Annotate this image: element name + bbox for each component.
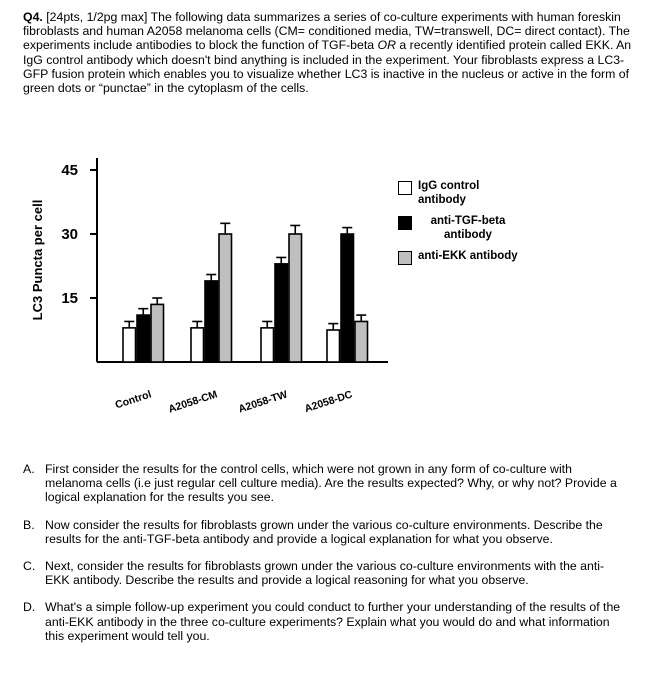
legend-swatch-tgf	[398, 216, 412, 230]
bar	[137, 315, 150, 362]
question-item-d	[23, 600, 623, 643]
bar	[261, 328, 274, 362]
x-tick-label: Control	[113, 388, 153, 412]
legend-swatch-ekk	[398, 251, 412, 265]
intro-emphasis: OR	[377, 38, 396, 53]
y-tick-label: 45	[61, 162, 78, 179]
bar	[275, 264, 288, 362]
bar	[191, 328, 204, 362]
chart-legend	[398, 180, 578, 273]
x-tick-label: A2058-CM	[166, 388, 219, 416]
bar	[205, 281, 218, 362]
question-item-a	[23, 462, 623, 505]
bar-chart	[0, 150, 400, 420]
bar	[327, 330, 340, 362]
bar	[151, 304, 164, 362]
bar	[341, 234, 354, 362]
question-text: First consider the results for the control cells, which were not grown in any form of co-culture with melanoma cells (i.e just regular cell culture media). Are the results expected? Why, or why not? Provide a logical explanation for the results you see.	[45, 462, 617, 505]
question-letter: D.	[23, 600, 36, 615]
legend-label-ekk: anti-EKK antibody	[418, 250, 518, 262]
bar	[123, 328, 136, 362]
legend-label-igg: IgG control antibody	[418, 180, 480, 206]
x-tick-label: A2058-TW	[236, 388, 289, 416]
question-list	[23, 462, 623, 656]
legend-swatch-igg	[398, 181, 412, 195]
question-intro	[23, 10, 633, 95]
legend-item-ekk	[398, 250, 578, 265]
legend-item-igg	[398, 180, 578, 207]
question-text: Next, consider the results for fibroblasts grown under the various co-culture environments with the anti-EKK antibody. Describe the results and provide a logical reasoning for what you observe.	[45, 559, 605, 588]
x-tick-label: A2058-DC	[303, 388, 354, 416]
y-tick-label: 30	[61, 226, 78, 243]
question-letter: B.	[23, 517, 35, 532]
question-letter: A.	[23, 462, 35, 476]
question-label: Q4.	[23, 10, 43, 24]
bar	[355, 321, 368, 362]
bar	[289, 234, 302, 362]
legend-item-tgf	[398, 215, 578, 242]
y-axis-label: LC3 Puncta per cell	[30, 199, 45, 321]
question-item-b	[23, 518, 623, 546]
question-text: Now consider the results for fibroblasts grown under the various co-culture environments. Describe the results for the anti-TGF-beta antibody and provide a logical explanation for what you observe.	[45, 517, 603, 546]
question-item-c	[23, 559, 623, 587]
intro-text-1: [24pts, 1/2pg max] The following data summarizes a series of co-culture experiments with human foreskin fibroblasts and human A2058 melanoma cells (CM= conditioned media, TW=transwell, DC= direct contact). The experiments include antibodies to block the function of TGF-beta	[23, 10, 630, 53]
question-letter: C.	[23, 559, 36, 574]
y-tick-label: 15	[61, 290, 78, 307]
legend-label-tgf: anti-TGF-beta antibody	[430, 215, 506, 241]
intro-text-2: a recently identified protein called EKK. An IgG control antibody which doesn't bind anything is included in the experiment. Your fibroblasts express a LC3-GFP fusion protein which enables you to visualize whether LC3 is inactive in the nucleus or active in the form of green dots or “punctae” in the cytoplasm of the cells.	[23, 38, 632, 96]
question-text: What's a simple follow-up experiment you could conduct to further your understanding of the results of the anti-EKK antibody in the three co-culture experiments? Explain what you would do and what information this experiment would tell you.	[45, 600, 621, 643]
bar	[219, 234, 232, 362]
